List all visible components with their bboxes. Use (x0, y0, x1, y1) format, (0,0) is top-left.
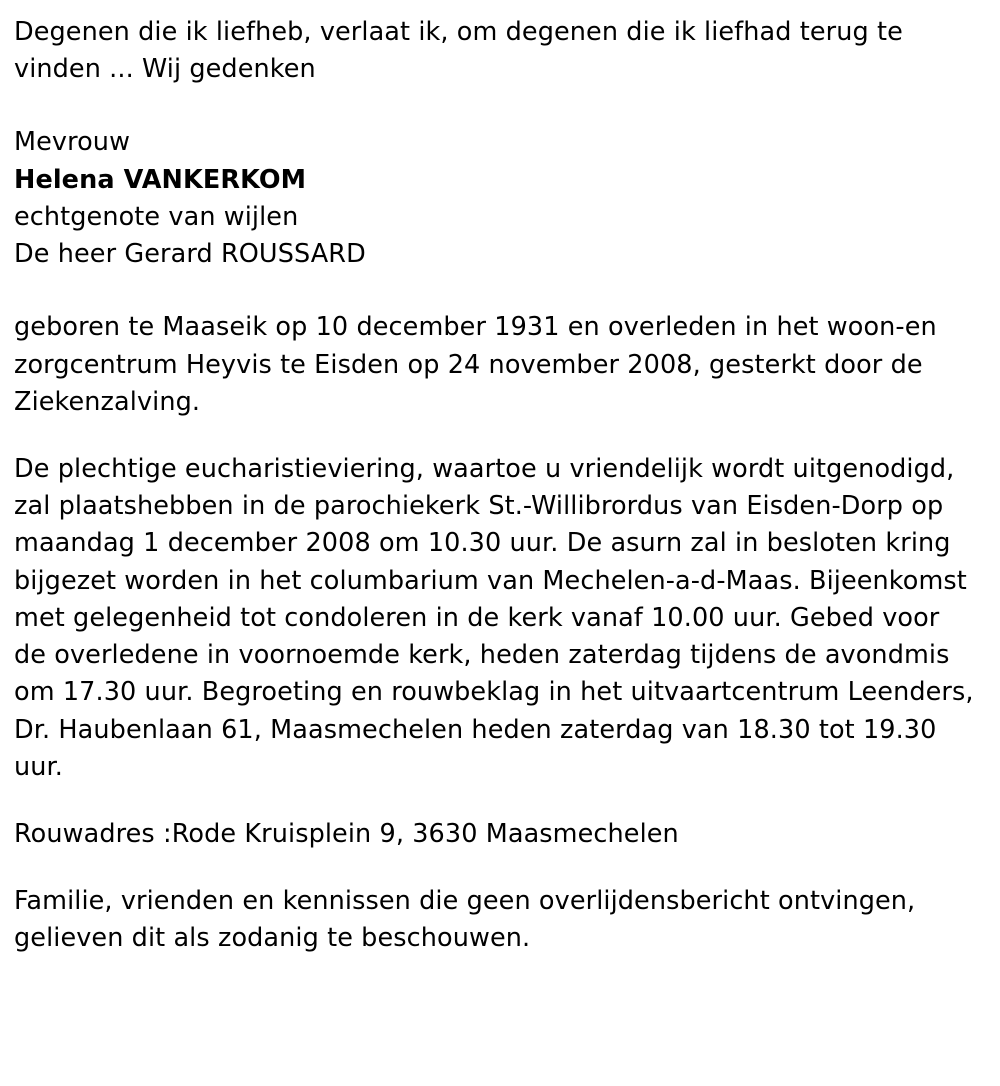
spacer (14, 273, 974, 309)
spacer (14, 786, 974, 816)
spouse-relation: echtgenote van wijlen (14, 201, 299, 232)
deceased-name: Helena VANKERKOM (14, 164, 307, 195)
spacer (14, 853, 974, 883)
intro-text: Degenen die ik liefheb, verlaat ik, om degenen die ik liefhad terug te vinden ... Wij gedenken (14, 17, 903, 85)
spacer (14, 421, 974, 451)
service-information: De plechtige eucharistieviering, waartoe u vriendelijk wordt uitgenodigd, zal plaatshebben in de parochiekerk St.-Willibrordus van Eisden-Dorp op maandag 1 december 2008 om 10.30 uur. De asurn zal in besloten kring bijgezet worden in het columbarium van Mechelen-a-d-Maas. Bijeenkomst met gelegenheid tot condoleren in de kerk vanaf 10.00 uur. Gebed voor de overledene in voornoemde kerk, heden zaterdag tijdens de avondmis om 17.30 uur. Begroeting en rouwbeklag in het uitvaartcentrum Leenders, Dr. Haubenlaan 61, Maasmechelen heden zaterdag van 18.30 tot 19.30 uur. (14, 453, 974, 782)
birth-and-death-info: geboren te Maaseik op 10 december 1931 en overleden in het woon-en zorgcentrum Heyvis te Eisden op 24 november 2008, gesterkt door de Ziekenzalving. (14, 312, 937, 417)
closing-note: Familie, vrienden en kennissen die geen overlijdensbericht ontvingen, gelieven dit als zodanig te beschouwen. (14, 886, 916, 954)
spacer (14, 88, 974, 124)
spouse-name: De heer Gerard ROUSSARD (14, 239, 366, 270)
mourning-address: Rouwadres :Rode Kruisplein 9, 3630 Maasmechelen (14, 818, 679, 849)
salutation: Mevrouw (14, 127, 131, 158)
